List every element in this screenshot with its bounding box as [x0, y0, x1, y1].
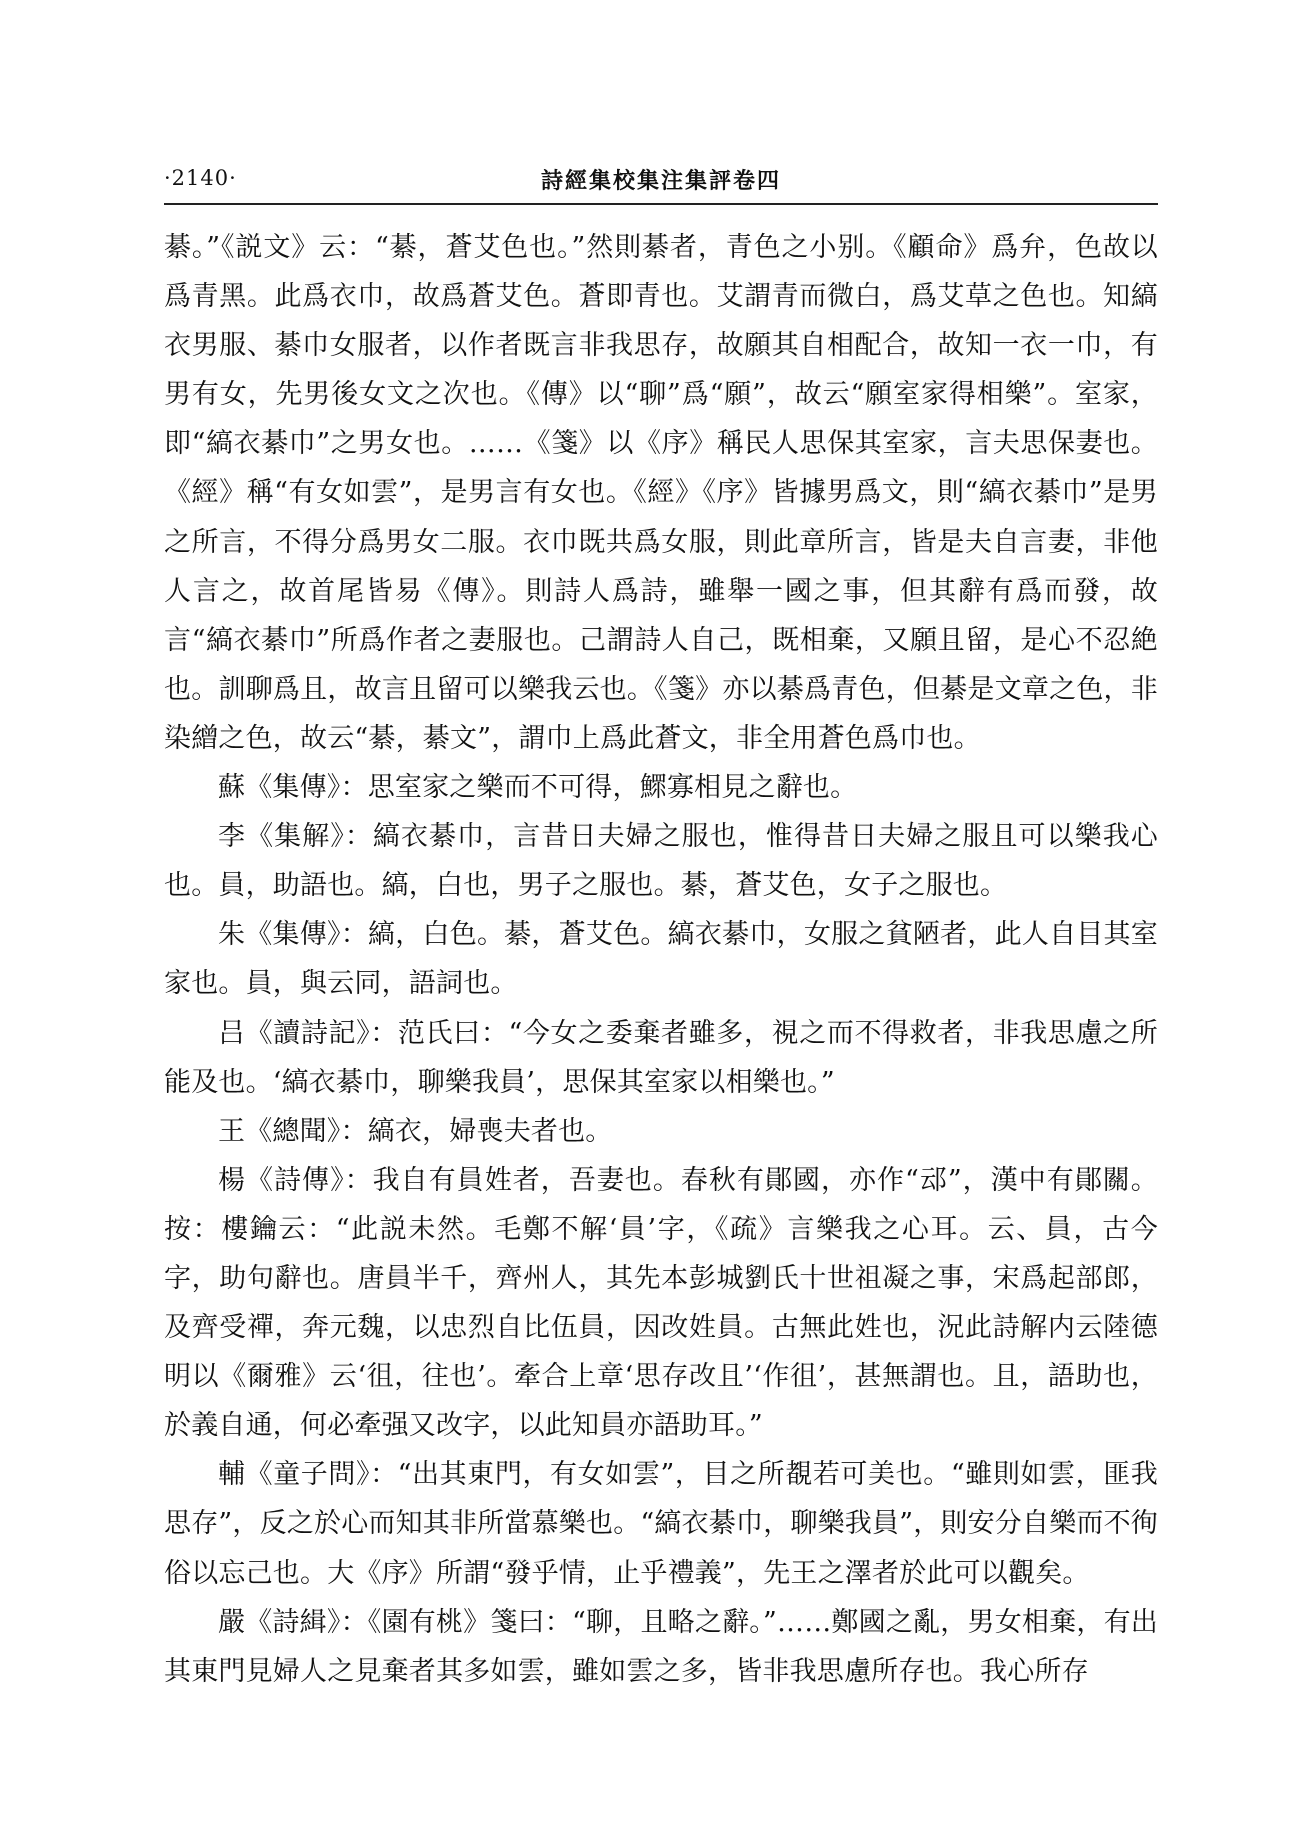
running-title: 詩經集校集注集評卷四 — [540, 168, 781, 194]
paragraph: 王《總聞》：縞衣，婦喪夫者也。 — [218, 1115, 613, 1147]
page-header — [164, 162, 1158, 202]
paragraph: 楊《詩傳》：我自有員姓者，吾妻也。春秋有鄖國，亦作“䢵”，漢中有鄖關。按：樓鑰云：“此説未然。毛鄭不解‘員’字，《疏》言樂我之心耳。云、員，古今字，助句辭也。唐員半千，齊州人，其先本彭城劉氏十世祖凝之事，宋爲起部郎，及齊受禪，奔元魏，以忠烈自比伍員，因改姓員。古無此姓也，況此詩解内云陸德明以《爾雅》云‘徂，往也’。牽合上章‘思存改且’‘作徂’，甚無謂也。且，語助也，於義自通，何必牽强又改字，以此知員亦語助耳。” — [164, 1164, 1158, 1442]
paragraph: 李《集解》：縞衣綦巾，言昔日夫婦之服也，惟得昔日夫婦之服且可以樂我心也。員，助語也。縞，白也，男子之服也。綦，蒼艾色，女子之服也。 — [164, 821, 1158, 902]
paragraph: 嚴《詩緝》：《園有桃》箋曰：“聊，且略之辭。”……鄭國之亂，男女相棄，有出其東門見婦人之見棄者其多如雲，雖如雲之多，皆非我思慮所存也。我心所存 — [164, 1606, 1158, 1687]
paragraph: 輔《童子問》：“出其東門，有女如雲”，目之所覩若可美也。“雖則如雲，匪我思存”，反之於心而知其非所當慕樂也。“縞衣綦巾，聊樂我員”，則安分自樂而不徇俗以忘己也。大《序》所謂“發乎情，止乎禮義”，先王之澤者於此可以觀矣。 — [164, 1459, 1159, 1589]
paragraph: 綦。”《説文》云：“綦，蒼艾色也。”然則綦者，青色之小别。《顧命》爲弁，色故以爲青黑。此爲衣巾，故爲蒼艾色。蒼即青也。艾謂青而微白，爲艾草之色也。知縞衣男服、綦巾女服者，以作者既言非我思存，故願其自相配合，故知一衣一巾，有男有女，先男後女文之次也。《傳》以“聊”爲“願”，故云“願室家得相樂”。室家，即“縞衣綦巾”之男女也。……《箋》以《序》稱民人思保其室家，言夫思保妻也。《經》稱“有女如雲”，是男言有女也。《經》《序》皆據男爲文，則“縞衣綦巾”是男之所言，不得分爲男女二服。衣巾既共爲女服，則此章所言，皆是夫自言妻，非他人言之，故首尾皆易《傳》。則詩人爲詩，雖舉一國之事，但其辭有爲而發，故言“縞衣綦巾”所爲作者之妻服也。己謂詩人自己，既相棄，又願且留，是心不忍絶也。訓聊爲且，故言且留可以樂我云也。《箋》亦以綦爲青色，但綦是文章之色，非染繒之色，故云“綦，綦文”，謂巾上爲此蒼文，非全用蒼色爲巾也。 — [164, 232, 1158, 754]
page-number: ·2140· — [164, 166, 237, 190]
header-rule — [164, 203, 1158, 205]
paragraph: 朱《集傳》：縞，白色。綦，蒼艾色。縞衣綦巾，女服之貧陋者，此人自目其室家也。員，與云同，語詞也。 — [164, 919, 1158, 1000]
paragraph: 吕《讀詩記》：范氏曰：“今女之委棄者雖多，視之而不得救者，非我思慮之所能及也。‘縞衣綦巾，聊樂我員’，思保其室家以相樂也。” — [164, 1017, 1158, 1098]
paragraph: 蘇《集傳》：思室家之樂而不可得，鰥寡相見之辭也。 — [218, 772, 858, 804]
body-text — [164, 223, 1158, 1696]
